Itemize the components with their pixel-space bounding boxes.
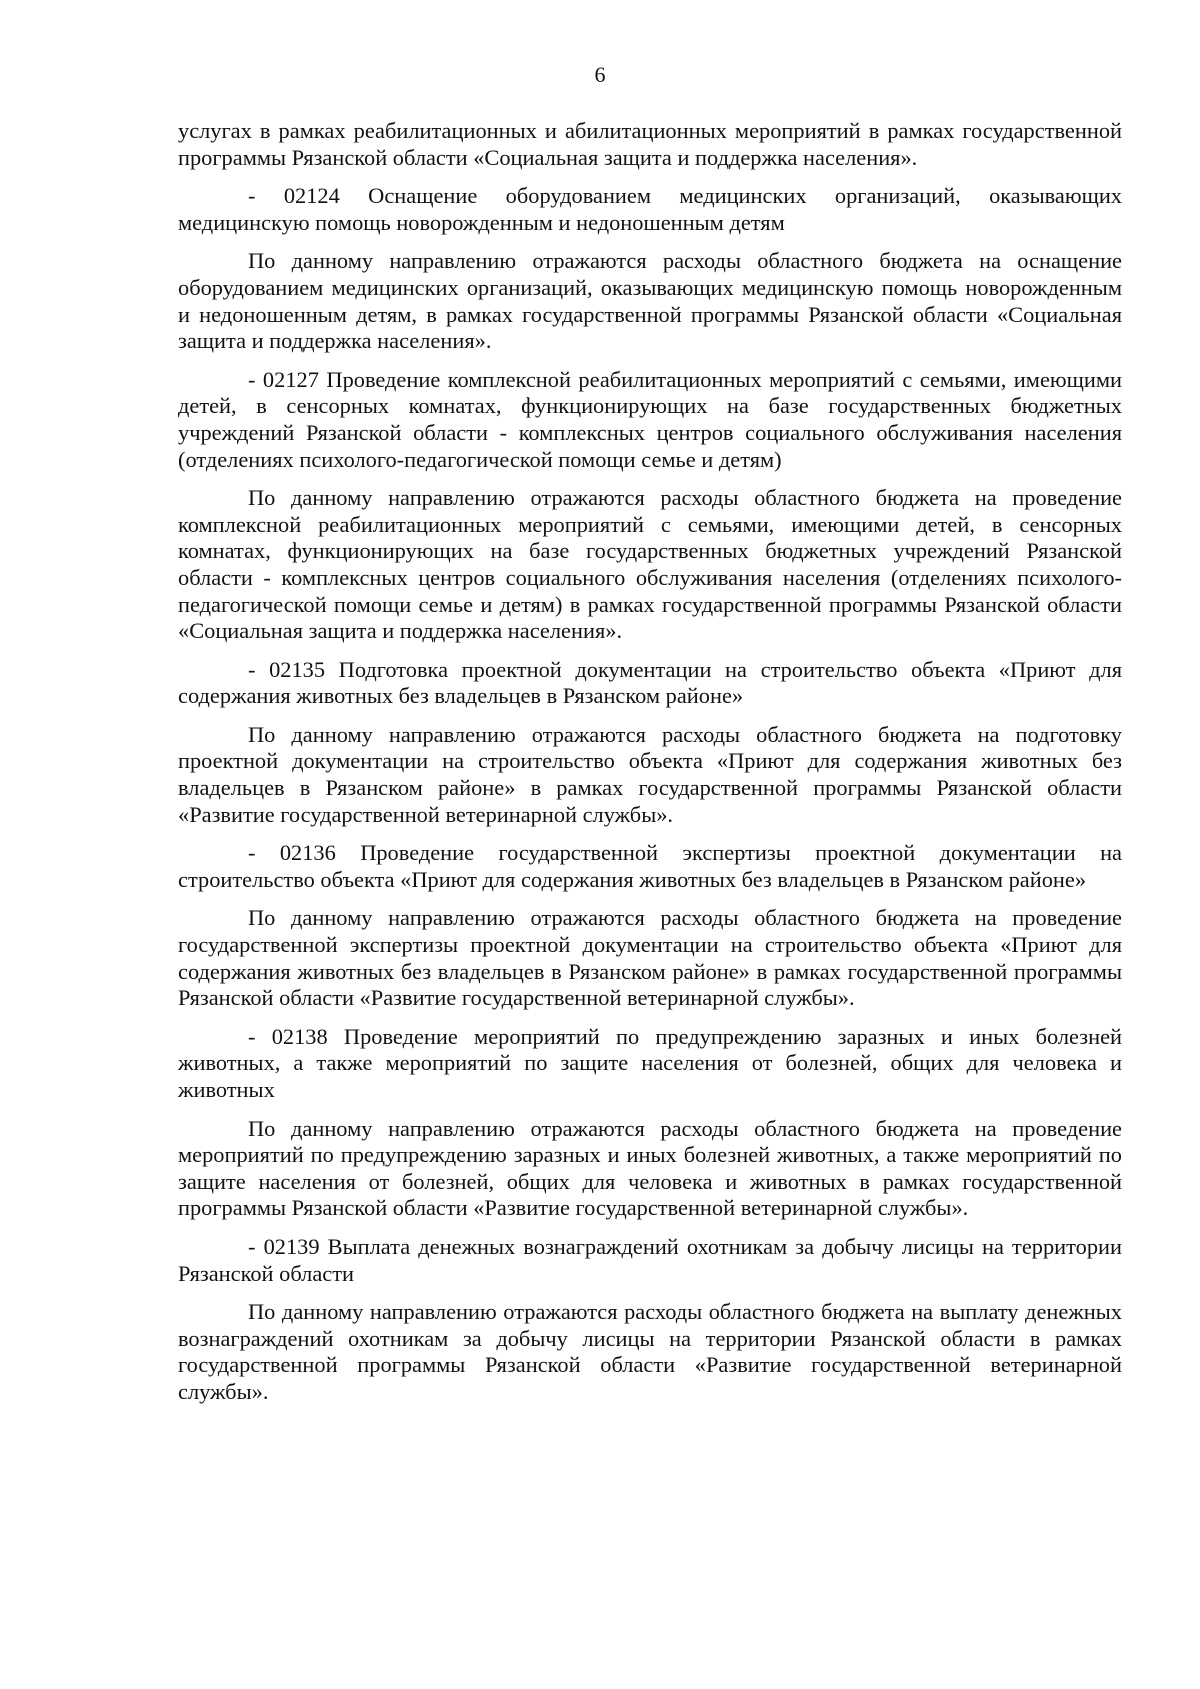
heading-02136: - 02136 Проведение государственной экспертизы проектной документации на строительство объекта «Приют для содержания животных без владельцев в Рязанском районе» (178, 840, 1122, 892)
heading-02138: - 02138 Проведение мероприятий по предупреждению заразных и иных болезней животных, а также мероприятий по защите населения от болезней, общих для человека и животных (178, 1023, 1122, 1102)
heading-02124: - 02124 Оснащение оборудованием медицинских организаций, оказывающих медицинскую помощь новорожденным и недоношенным детям (178, 183, 1122, 235)
heading-02139: - 02139 Выплата денежных вознаграждений охотникам за добычу лисицы на территории Рязанской области (178, 1233, 1122, 1286)
document-body (178, 118, 1122, 1418)
paragraph-02127-description: По данному направлению отражаются расходы областного бюджета на проведение комплексной реабилитационных мероприятий с семьями, имеющими детей, в сенсорных комнатах, функционирующих на базе государственных бюджетных учреждений Рязанской области - комплексных центров социального обслуживания населения (отделениях психолого-педагогической помощи семье и детям) в рамках государственной программы Рязанской области «Социальная защита и поддержка населения». (178, 485, 1122, 644)
paragraph-02139-description: По данному направлению отражаются расходы областного бюджета на выплату денежных вознаграждений охотникам за добычу лисицы на территории Рязанской области в рамках государственной программы Рязанской области «Развитие государственной ветеринарной службы». (178, 1299, 1122, 1404)
paragraph-02124-description: По данному направлению отражаются расходы областного бюджета на оснащение оборудованием медицинских организаций, оказывающих медицинскую помощь новорожденным и недоношенным детям, в рамках государственной программы Рязанской области «Социальная защита и поддержка населения». (178, 248, 1122, 354)
paragraph-continuation: услугах в рамках реабилитационных и абилитационных мероприятий в рамках государственной программы Рязанской области «Социальная защита и поддержка населения». (178, 118, 1122, 170)
page-number: 6 (594, 62, 606, 87)
paragraph-02136-description: По данному направлению отражаются расходы областного бюджета на проведение государственной экспертизы проектной документации на строительство объекта «Приют для содержания животных без владельцев в Рязанском районе» в рамках государственной программы Рязанской области «Развитие государственной ветеринарной службы». (178, 905, 1122, 1011)
heading-02135: - 02135 Подготовка проектной документации на строительство объекта «Приют для содержания животных без владельцев в Рязанском районе» (178, 656, 1122, 709)
heading-02127: - 02127 Проведение комплексной реабилитационных мероприятий с семьями, имеющими детей, в сенсорных комнатах, функционирующих на базе государственных бюджетных учреждений Рязанской области - комплексных центров социального обслуживания населения (отделениях психолого-педагогической помощи семье и детям) (178, 366, 1122, 472)
paragraph-02135-description: По данному направлению отражаются расходы областного бюджета на подготовку проектной документации на строительство объекта «Приют для содержания животных без владельцев в Рязанском районе» в рамках государственной программы Рязанской области «Развитие государственной ветеринарной службы». (178, 721, 1122, 827)
paragraph-02138-description: По данному направлению отражаются расходы областного бюджета на проведение мероприятий по предупреждению заразных и иных болезней животных, а также мероприятий по защите населения от болезней, общих для человека и животных в рамках государственной программы Рязанской области «Развитие государственной ветеринарной службы». (178, 1115, 1122, 1221)
